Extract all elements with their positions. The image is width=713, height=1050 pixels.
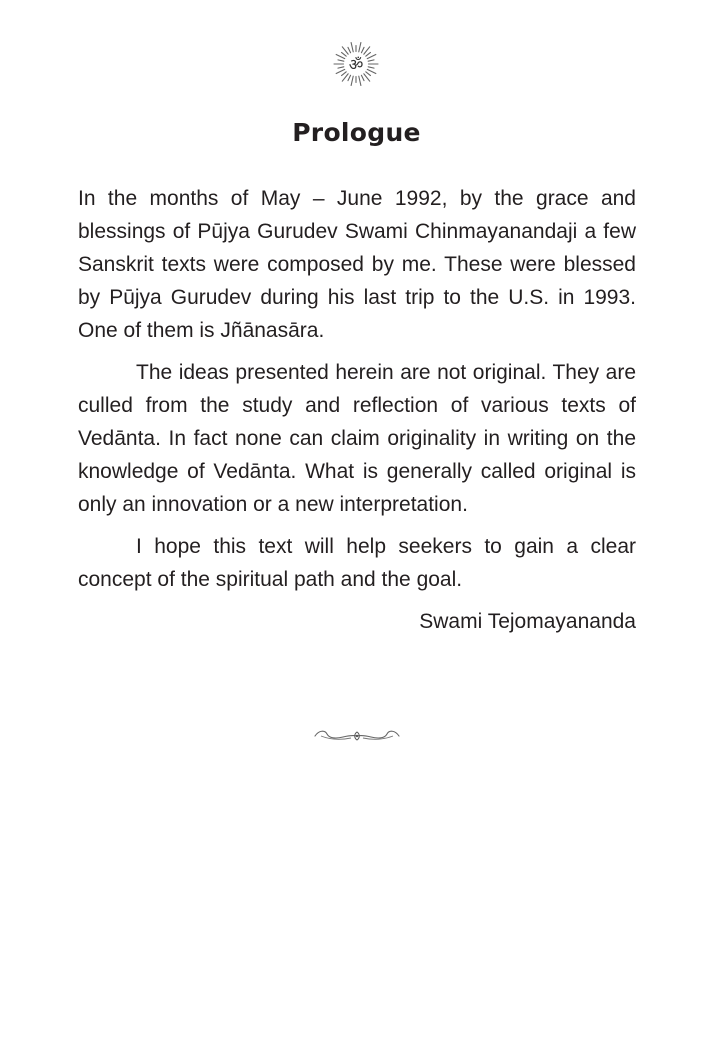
flourish-svg [311,726,403,746]
sun-ray [359,76,361,85]
sun-ray [351,76,353,85]
sun-ray [342,72,347,76]
sun-ray [336,69,345,73]
sun-ray [361,47,364,52]
sun-ray [367,54,376,58]
sun-ray [348,47,351,52]
author-signature: Swami Tejomayananda [419,610,636,633]
sun-ray [336,54,345,58]
om-sun-svg [332,40,380,88]
sun-ray [368,60,374,61]
paragraph-3: I hope this text will help seekers to gain a clear concept of the spiritual path and the goal. [78,535,636,591]
page-title: Prologue [292,118,421,147]
flourish-divider-icon [311,726,403,746]
sun-ray [366,72,371,76]
sun-ray [348,75,351,80]
om-glyph: ॐ [348,55,364,74]
sun-ray [338,67,344,68]
sun-ray [368,67,374,68]
sun-ray [359,43,361,52]
om-sun-icon [332,40,380,88]
paragraph-1: In the months of May – June 1992, by the grace and blessings of Pūjya Gurudev Swami Chinmayanandaji a few Sanskrit texts were composed by me. These were blessed by Pūjya Gurudev during his last trip to the U.S. in 1993. One of them is Jñānasāra. [78,187,636,342]
prologue-body [78,182,636,638]
paragraph-2: The ideas presented herein are not original. They are culled from the study and reflection of various texts of Vedānta. In fact none can claim originality in writing on the knowledge of Vedānta. What is generally called original is only an innovation or a new interpretation. [78,361,636,516]
sun-ray [361,75,364,80]
sun-ray [342,52,347,56]
sun-ray [367,69,376,73]
sun-ray [338,60,344,61]
sun-ray [366,52,371,56]
sun-ray [351,43,353,52]
